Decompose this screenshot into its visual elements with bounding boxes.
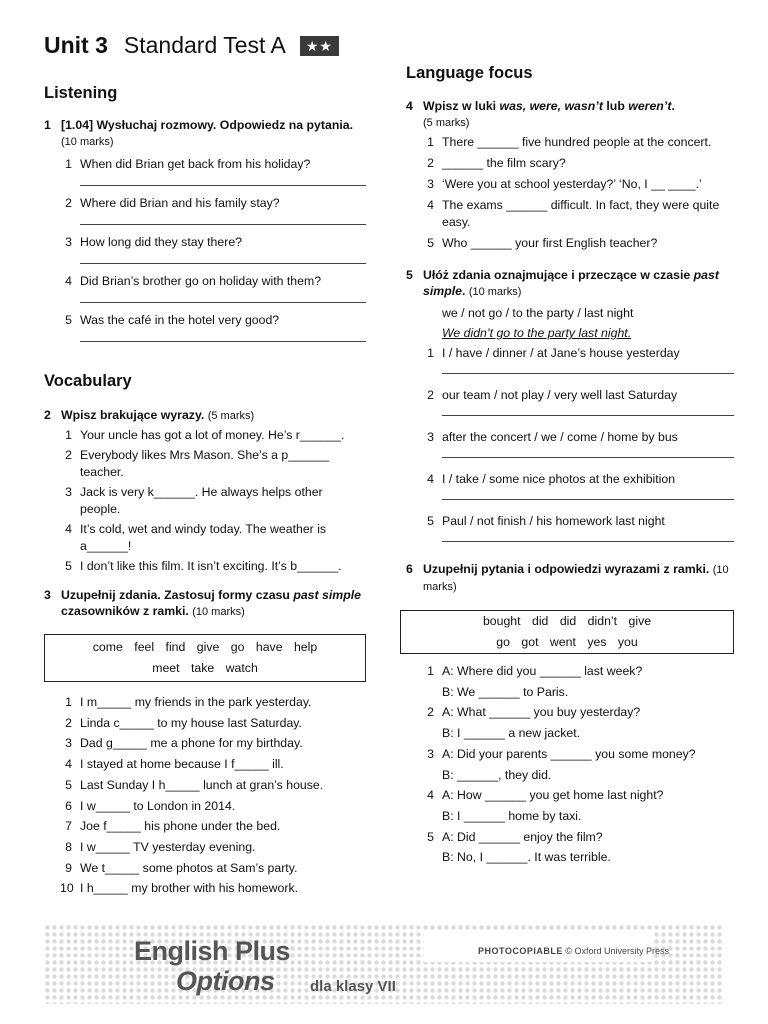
unit-label: Unit 3 — [44, 32, 108, 58]
question-item: 3 ‘Were you at school yesterday?’ ‘No, I __ ____.’ — [427, 177, 702, 191]
answer-line[interactable] — [442, 457, 734, 458]
dialogue-item: 4 A: How ______ you get home last night? B: I ______ home by taxi. — [427, 788, 664, 823]
listening-heading: Listening — [44, 84, 118, 102]
answer-line[interactable] — [80, 263, 366, 264]
question-item: 6 I w_____ to London in 2014. — [65, 798, 236, 813]
left-column — [44, 84, 366, 899]
word-box-row: meet take watch — [152, 661, 258, 675]
task-5 — [406, 267, 734, 542]
vocabulary-heading: Vocabulary — [44, 372, 132, 390]
brand-logo-line2: Options — [176, 966, 275, 996]
task-number: 3 — [44, 588, 51, 602]
question-item: 2 Everybody likes Mrs Mason. She’s a p______ teacher. — [65, 448, 330, 479]
example-prompt: we / not go / to the party / last night — [442, 306, 634, 320]
task-6-items — [406, 661, 734, 868]
word-box — [44, 634, 366, 682]
grade-label: dla klasy VII — [310, 978, 396, 995]
example-answer: We didn’t go to the party last night. — [442, 326, 632, 340]
task-1-instruction: 1 [1.04] Wysłuchaj rozmowy. Odpowiedz na pytania. (10 marks) — [44, 118, 353, 148]
brand-logo-line1: English Plus — [134, 936, 291, 966]
answer-line[interactable] — [80, 224, 366, 225]
question-item: 5 Was the café in the hotel very good? — [65, 313, 280, 327]
task-number: 2 — [44, 408, 51, 422]
task-2 — [44, 407, 366, 575]
task-1-items — [44, 156, 366, 342]
question-item: 5 I don’t like this film. It isn’t exciting. It’s b______. — [65, 559, 342, 573]
question-item: 3 after the concert / we / come / home by bus — [427, 430, 678, 444]
footer-banner — [44, 924, 724, 1004]
marks-label: (10 marks) — [192, 606, 245, 618]
question-item: 4 I stayed at home because I f_____ ill. — [65, 757, 284, 772]
task-3-items — [44, 692, 366, 899]
question-item: 5 Paul / not finish / his homework last night — [427, 514, 665, 528]
question-item: 2 Where did Brian and his family stay? — [65, 196, 280, 210]
test-title: Standard Test A — [123, 32, 286, 58]
question-item: 3 How long did they stay there? — [65, 235, 243, 249]
question-item: 1 Your uncle has got a lot of money. He’s r______. — [65, 428, 345, 442]
task-2-items — [44, 427, 366, 575]
question-item: 10 I h_____ my brother with his homework. — [60, 881, 299, 896]
question-item: 1 There ______ five hundred people at the concert. — [427, 135, 712, 149]
dialogue-item: 3 A: Did your parents ______ you some money? B: ______, they did. — [427, 746, 696, 782]
question-item: 5 Who ______ your first English teacher? — [427, 236, 658, 250]
task-number: 1 — [44, 118, 51, 132]
task-number: 4 — [406, 99, 413, 113]
copyright-notice: PHOTOCOPIABLE © Oxford University Press — [478, 946, 670, 956]
task-5-instruction: 5 Ułóż zdania oznajmujące i przeczące w czasie past simple. (10 marks) — [406, 268, 719, 298]
question-item: 1 When did Brian get back from his holiday? — [65, 157, 311, 171]
answer-line[interactable] — [80, 185, 366, 186]
dialogue-item: 5 A: Did ______ enjoy the film? B: No, I ______. It was terrible. — [427, 829, 611, 865]
task-1 — [44, 117, 366, 342]
answer-line[interactable] — [80, 341, 366, 342]
task-4-instruction: 4 Wpisz w luki was, were, wasn’t lub weren’t. (5 marks) — [406, 99, 675, 129]
question-item: 4 Did Brian’s brother go on holiday with them? — [65, 274, 322, 288]
task-5-items — [406, 345, 734, 542]
question-item: 4 The exams ______ difficult. In fact, they were quite easy. — [427, 198, 720, 229]
answer-line[interactable] — [442, 541, 734, 542]
task-3-instruction: 3 Uzupełnij zdania. Zastosuj formy czasu past simple czasowników z ramki. (10 marks) — [44, 588, 361, 618]
answer-line[interactable] — [442, 415, 734, 416]
marks-label: (5 marks) — [423, 117, 470, 129]
question-item: 2 our team / not play / very well last Saturday — [427, 388, 678, 402]
question-item: 3 Jack is very k______. He always helps other people. — [65, 485, 323, 516]
task-6-instruction: 6 Uzupełnij pytania i odpowiedzi wyrazami z ramki. (10 marks) — [406, 562, 729, 593]
task-4-items — [406, 134, 734, 252]
word-box-row: come feel find give go have help — [92, 640, 318, 654]
question-item: 7 Joe f_____ his phone under the bed. — [65, 819, 281, 834]
marks-label: (5 marks) — [207, 410, 255, 422]
task-number: 6 — [406, 562, 413, 576]
answer-line[interactable] — [442, 499, 734, 500]
word-box — [400, 610, 734, 654]
question-item: 5 Last Sunday I h_____ lunch at gran’s house. — [65, 777, 324, 792]
dialogue-item: 1 A: Where did you ______ last week? B: We ______ to Paris. — [427, 664, 643, 699]
right-column — [406, 64, 734, 868]
task-3 — [44, 587, 366, 899]
task-2-instruction: 2 Wpisz brakujące wyrazy. (5 marks) — [44, 408, 255, 422]
task-4 — [406, 98, 734, 252]
question-item: 2 Linda c_____ to my house last Saturday. — [65, 715, 302, 730]
task-6 — [406, 561, 734, 868]
answer-line[interactable] — [442, 373, 734, 374]
question-item: 4 It’s cold, wet and windy today. The weather is a______! — [65, 522, 327, 553]
question-item: 1 I / have / dinner / at Jane’s house yesterday — [427, 346, 680, 360]
marks-label: (10 marks) — [423, 564, 729, 593]
question-item: 9 We t_____ some photos at Sam’s party. — [65, 860, 298, 875]
dialogue-item: 2 A: What ______ you buy yesterday? B: I ______ a new jacket. — [427, 705, 641, 741]
marks-label: (10 marks) — [468, 286, 522, 298]
word-box-row: bought did did didn’t give — [482, 614, 652, 628]
task-number: 5 — [406, 268, 413, 282]
question-item: 1 I m_____ my friends in the park yesterday. — [65, 695, 312, 709]
question-item: 3 Dad g_____ me a phone for my birthday. — [65, 736, 303, 751]
question-item: 8 I w_____ TV yesterday evening. — [65, 839, 256, 854]
marks-label: (10 marks) — [61, 136, 114, 148]
answer-line[interactable] — [80, 302, 366, 303]
page-header — [44, 32, 339, 59]
question-item: 4 I / take / some nice photos at the exhibition — [427, 472, 676, 486]
language-focus-heading: Language focus — [406, 64, 533, 82]
question-item: 2 ______ the film scary? — [427, 156, 566, 170]
difficulty-stars-badge: ★★ — [300, 36, 339, 56]
word-box-row: go got went yes you — [496, 635, 638, 649]
